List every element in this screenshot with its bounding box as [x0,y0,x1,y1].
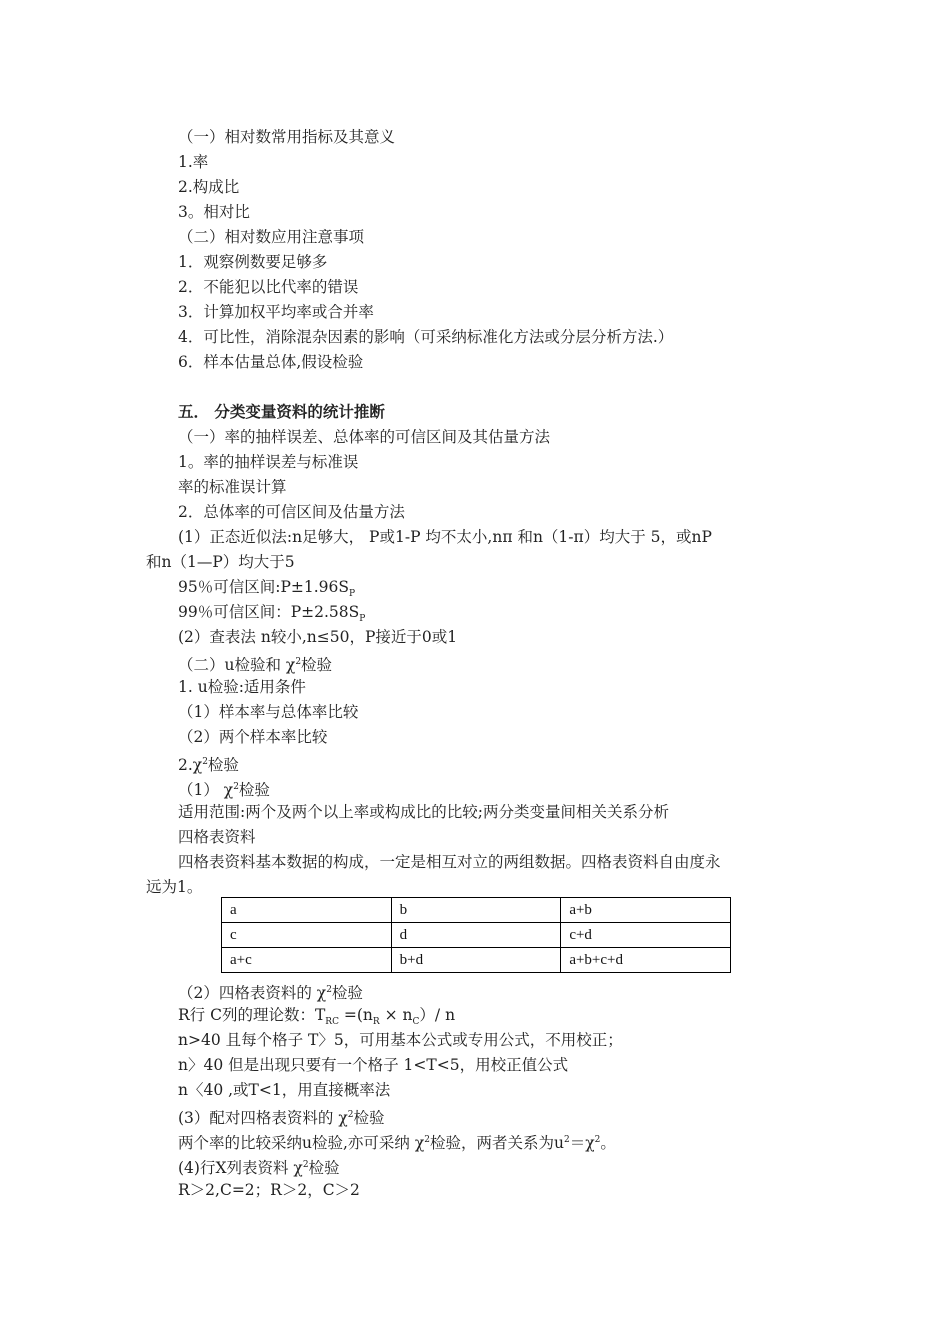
list-item: （2）两个样本率比较 [178,728,328,746]
list-item: 3。相对比 [178,203,250,221]
paragraph: 四格表资料基本数据的构成，一定是相互对立的两组数据。四格表资料自由度永 [178,853,721,871]
list-item: （1）样本率与总体率比较 [178,703,359,721]
list-item: $2.\chi^2$检验 [178,756,239,775]
chapter-heading: 五． 分类变量资料的统计推断 [178,402,385,421]
paragraph: 远为1。 [146,878,203,896]
list-item: 2．不能犯以比代率的错误 [178,278,359,296]
paragraph: n〈40 ,或T<1，用直接概率法 [178,1081,391,1099]
list-item: 6．样本估量总体,假设检验 [178,353,364,371]
list-item: 4．可比性，消除混杂因素的影响（可采纳标准化方法或分层分析方法.） [178,328,674,346]
ci-95-line: 95％可信区间$:P\pm 1.96S_P$ [178,578,356,600]
table-cell: a+b [561,898,731,923]
table-row [222,923,731,948]
table-cell: a+c [222,948,392,973]
fourfold-table [221,897,731,973]
table-cell: c+d [561,923,731,948]
paragraph: (1）正态近似法:n足够大， P或1-P 均不太小,nπ 和n（1-π）均大于 5，或nP [178,528,712,546]
table-cell: a+b+c+d [561,948,731,973]
section-heading: （二）相对数应用注意事项 [178,228,365,246]
table-row [222,898,731,923]
section-heading: （一）相对数常用指标及其意义 [178,128,396,146]
list-item: 1．观察例数要足够多 [178,253,328,271]
list-item: （1） $\chi^2$检验 [178,781,270,800]
paragraph: R＞2,C=2；R＞2，C＞2 [178,1181,360,1199]
table-cell: b [391,898,561,923]
list-item: 2．总体率的可信区间及估量方法 [178,503,405,521]
list-item: 2.构成比 [178,178,240,196]
list-item: （2）四格表资料的 $\chi^2$检验 [178,984,363,1003]
paragraph: n〉40 但是出现只要有一个格子 1<T<5，用校正值公式 [178,1056,569,1074]
paragraph: 和n（1—P）均大于5 [146,553,295,571]
section-heading: （一）率的抽样误差、总体率的可信区间及其估量方法 [178,428,551,446]
list-item: (4)行X列表资料 $\chi^2$检验 [178,1159,340,1178]
list-item: (3）配对四格表资料的 $\chi^2$检验 [178,1109,385,1128]
paragraph: 适用范围:两个及两个以上率或构成比的比较;两分类变量间相关关系分析 [178,803,669,821]
table-row [222,948,731,973]
table-cell: d [391,923,561,948]
paragraph: n>40 且每个格子 T〉5，可用基本公式或专用公式，不用校正； [178,1031,623,1049]
paragraph: 四格表资料 [178,828,256,846]
paragraph: (2）查表法 n较小,n≤50，P接近于0或1 [178,628,458,646]
ci-99-line: 99％可信区间：$P\pm 2.58S_P$ [178,603,366,625]
paragraph: 率的标准误计算 [178,478,287,496]
list-item: 1。率的抽样误差与标准误 [178,453,359,471]
list-item: 1.率 [178,153,209,171]
table-cell: c [222,923,392,948]
formula-line: R行 C列的理论数：$T_{RC} =(n_R \times n_C)/$ n [178,1006,456,1028]
table-cell: b+d [391,948,561,973]
table-cell: a [222,898,392,923]
paragraph: 两个率的比较采纳u检验,亦可采纳 $\chi^2$检验，两者关系为$u^2=\chi^2$。 [178,1134,616,1153]
list-item: 1. u检验:适用条件 [178,678,306,696]
list-item: 3．计算加权平均率或合并率 [178,303,374,321]
section-heading: （二）u检验和 $\chi^2$检验 [178,656,333,675]
